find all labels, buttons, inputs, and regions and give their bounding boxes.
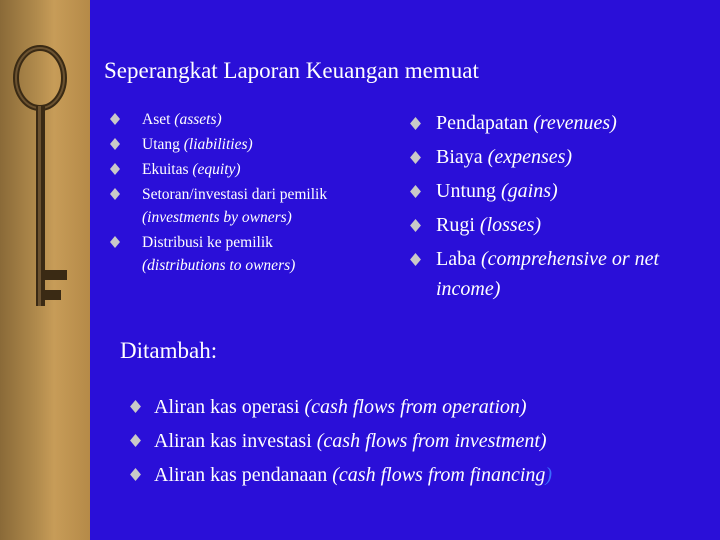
bottom-list (130, 390, 700, 492)
diamond-bullet-icon (110, 138, 120, 150)
diamond-bullet-icon (110, 163, 120, 175)
diamond-bullet-icon (110, 236, 120, 248)
item-term: (gains) (501, 180, 558, 202)
diamond-bullet-icon (410, 151, 421, 164)
slide-title: Seperangkat Laporan Keuangan memuat (104, 58, 479, 83)
item-term: (equity) (192, 161, 241, 178)
list-item (130, 424, 700, 458)
diamond-bullet-icon (110, 113, 120, 125)
item-term: (revenues) (533, 112, 617, 134)
item-text: Setoran/investasi dari pemilik (142, 186, 328, 203)
item-term: (cash flows from operation) (304, 396, 527, 418)
list-item (410, 108, 700, 138)
list-item (130, 390, 700, 424)
list-item (110, 231, 360, 277)
item-term: (investments by owners) (142, 209, 292, 226)
item-term: (cash flows from investment) (316, 430, 547, 452)
item-text: Pendapatan (436, 112, 534, 134)
list-item (110, 108, 360, 131)
list-item (130, 458, 700, 492)
item-text: Biaya (436, 146, 488, 168)
item-text: Distribusi ke pemilik (142, 234, 273, 251)
item-text: Untung (436, 180, 501, 202)
list-item (110, 183, 360, 229)
list-item (410, 142, 700, 172)
item-text: Aliran kas pendanaan (154, 464, 333, 486)
item-term: (expenses) (487, 146, 573, 168)
item-term: (cash flows from financing (332, 464, 546, 486)
diamond-bullet-icon (110, 188, 120, 200)
list-item (410, 176, 700, 206)
item-term: (liabilities) (183, 136, 253, 153)
closing-paren: ) (545, 464, 553, 486)
item-text: Rugi (436, 214, 480, 236)
old-key-icon (0, 40, 90, 330)
diamond-bullet-icon (410, 185, 421, 198)
list-item (110, 133, 360, 156)
item-term: (comprehensive or net income) (436, 248, 660, 300)
item-text: Laba (436, 248, 481, 270)
item-text: Ekuitas (142, 161, 193, 178)
item-term: (losses) (479, 214, 542, 236)
section-subtitle: Ditambah: (120, 338, 218, 363)
diamond-bullet-icon (410, 219, 421, 232)
diamond-bullet-icon (410, 117, 421, 130)
item-term: (distributions to owners) (142, 257, 296, 274)
right-list (410, 108, 700, 308)
diamond-bullet-icon (130, 400, 141, 413)
list-item (110, 158, 360, 181)
item-text: Aliran kas investasi (154, 430, 317, 452)
list-item (410, 244, 700, 304)
item-text: Aliran kas operasi (154, 396, 305, 418)
diamond-bullet-icon (130, 434, 141, 447)
item-text: Aset (142, 111, 175, 128)
diamond-bullet-icon (130, 468, 141, 481)
diamond-bullet-icon (410, 253, 421, 266)
item-text: Utang (142, 136, 184, 153)
decorative-strip (0, 0, 90, 540)
list-item (410, 210, 700, 240)
left-list (110, 108, 360, 279)
item-term: (assets) (174, 111, 222, 128)
